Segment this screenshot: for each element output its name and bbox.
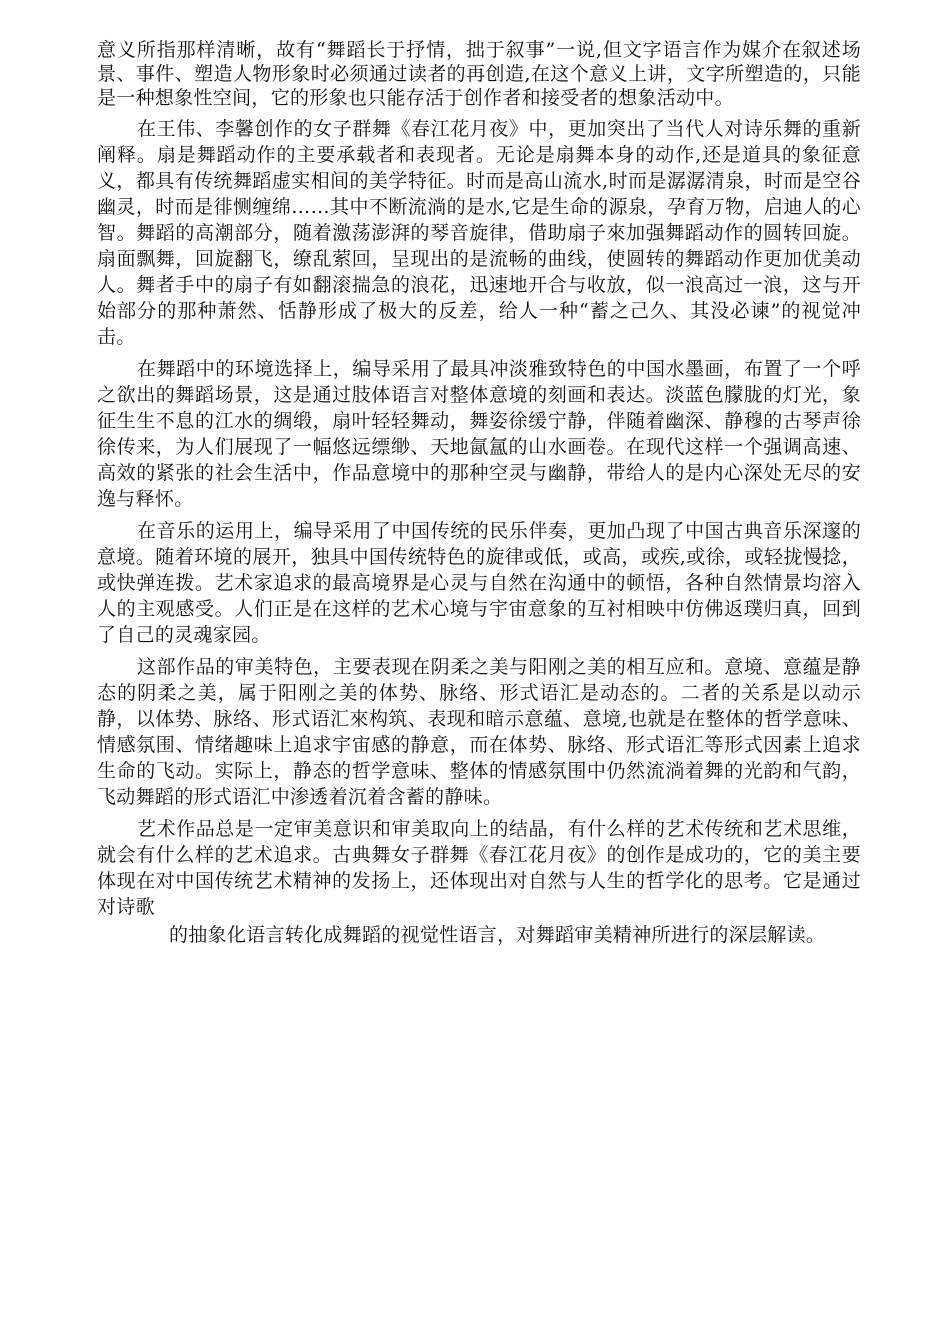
text-column — [97, 38, 861, 948]
paragraph-7-continuation: 的抽象化语言转化成舞蹈的视觉性语言，对舞蹈审美精神所进行的深层解读。 — [169, 924, 826, 946]
paragraph-6: 艺术作品总是一定审美意识和审美取向上的结晶，有什么样的艺术传统和艺术思维，就会有什么样的艺术追求。古典舞女子群舞《春江花月夜》的创作是成功的，它的美主要体现在对中国传统艺术精神的发扬上，还体现出对自然与人生的哲学化的思考。它是通过对诗歌 — [97, 818, 861, 918]
paragraph-4: 在音乐的运用上，编导采用了中国传统的民乐伴奏，更加凸现了中国古典音乐深邃的意境。随着环境的展开，独具中国传统特色的旋律或低，或高，或疾,或徐，或轻拢慢捻，或快弹连拨。艺术家追求的最高境界是心灵与自然在沟通中的顿悟，各种自然情景均溶入人的主观感受。人们正是在这样的艺术心境与宇宙意象的互衬相映中仿佛返璞归真，回到了自己的灵魂家园。 — [97, 520, 861, 646]
paragraph-3: 在舞蹈中的环境选择上，编导采用了最具冲淡雅致特色的中国水墨画，布置了一个呼之欲出的舞蹈场景，这是通过肢体语言对整体意境的刻画和表达。淡蓝色朦胧的灯光，象征生生不息的江水的绸缎，扇叶轻轻舞动，舞姿徐缓宁静，伴随着幽深、静穆的古琴声徐徐传来，为人们展现了一幅悠远缥缈、天地氤氲的山水画卷。在现代这样一个强调高速、高效的紧张的社会生活中，作品意境中的那种空灵与幽静，带给人的是内心深处无尽的安逸与释怀。 — [97, 358, 861, 510]
paragraph-2: 在王伟、李馨创作的女子群舞《春江花月夜》中，更加突出了当代人对诗乐舞的重新阐释。扇是舞蹈动作的主要承载者和表现者。无论是扇舞本身的动作,还是道具的象征意义，都具有传统舞蹈虚实相间的美学特征。时而是高山流水,时而是潺潺清泉，时而是空谷幽灵，时而是徘恻缠绵……其中不断流淌的是水,它是生命的源泉，孕育万物，启迪人的心智。舞蹈的高潮部分，随着激荡澎湃的琴音旋律，借助扇子來加强舞蹈动作的圆转回旋。扇面飘舞，回旋翻飞，缭乱萦回，呈现出的是流畅的曲线，使圆转的舞蹈动作更加优美动人。舞者手中的扇子有如翻滚揣急的浪花，迅速地开合与收放，似一浪高过一浪，这与开始部分的那种萧然、恬静形成了极大的反差，给人一种“蓄之己久、其没必谏”的视觉冲击。 — [97, 118, 861, 348]
paragraph-5: 这部作品的审美特色，主要表现在阴柔之美与阳刚之美的相互应和。意境、意蕴是静态的阴柔之美，属于阳刚之美的体势、脉络、形式语汇是动态的。二者的关系是以动示静，以体势、脉络、形式语汇來构筑、表现和暗示意蕴、意境,也就是在整体的哲学意味、情感氛围、情绪趣味上追求宇宙感的静意，而在体势、脉络、形式语汇等形式因素上追求生命的飞动。实际上，静态的哲学意味、整体的情感氛围中仍然流淌着舞的光韵和气韵，飞动舞蹈的形式语汇中渗透着沉着含蓄的静味。 — [97, 656, 861, 808]
paragraph-1: 意义所指那样清晰，故有“舞蹈长于抒情，拙于叙事”一说,但文字语言作为媒介在叙述场景、事件、塑造人物形象时必须通过读者的再创造,在这个意义上讲，文字所塑造的，只能是一种想象性空间，它的形象也只能存活于创作者和接受者的想象活动中。 — [97, 39, 861, 109]
